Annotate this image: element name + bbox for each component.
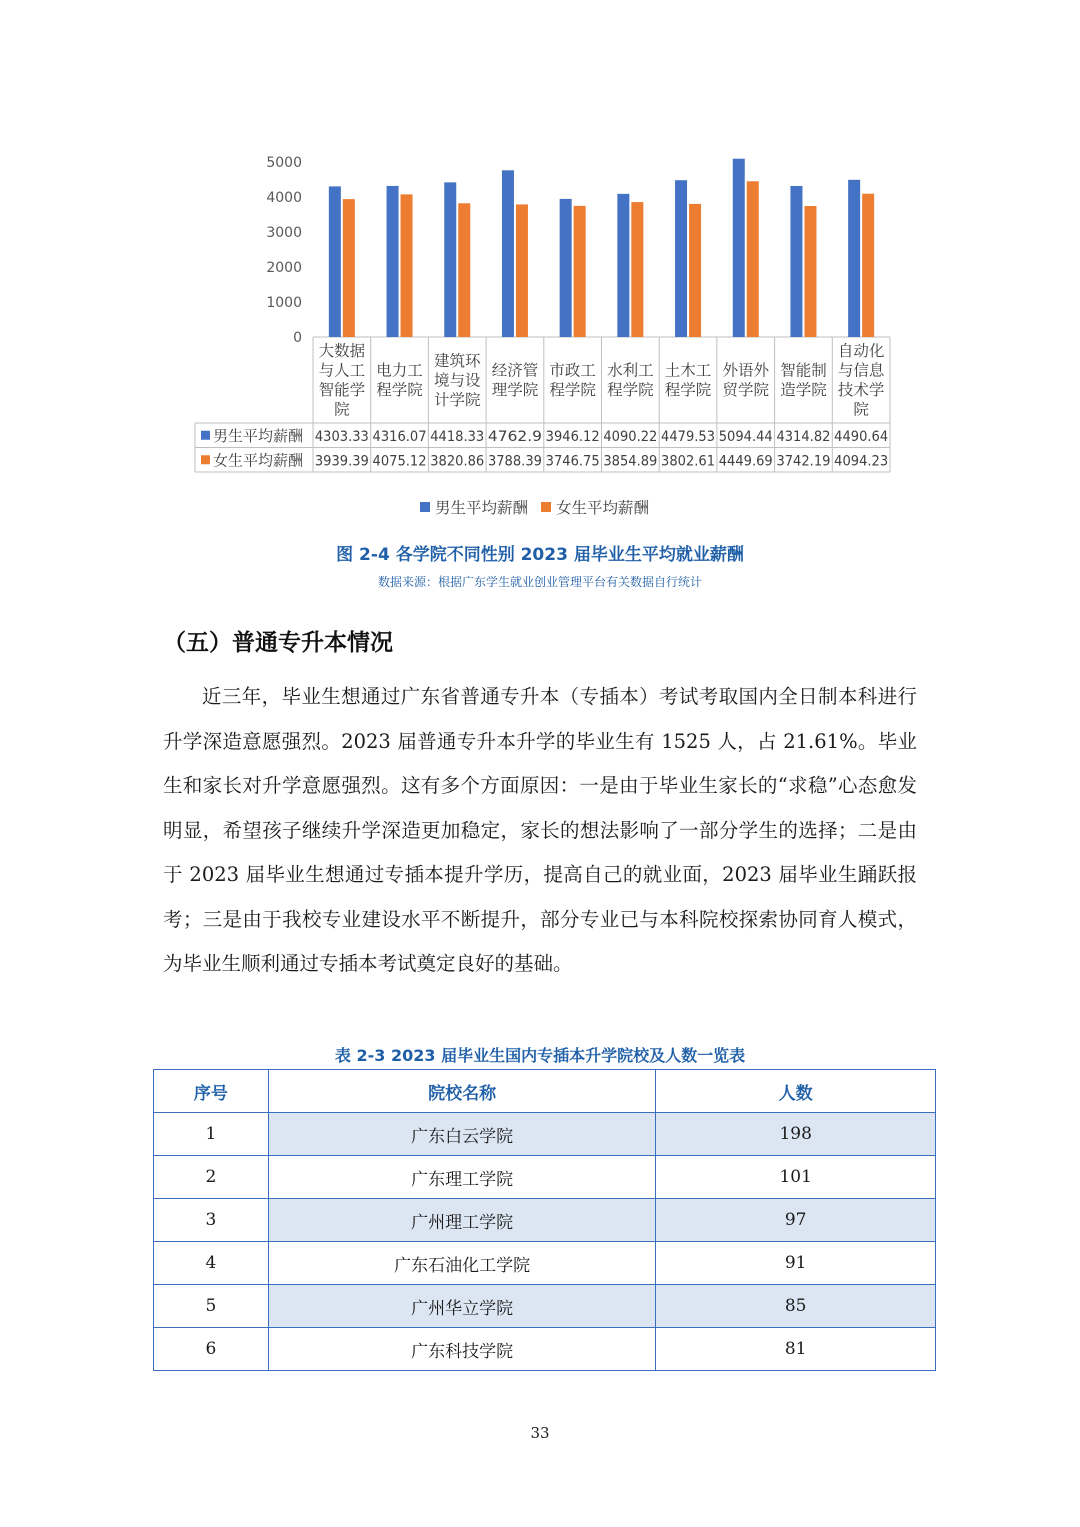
header-index: 序号 [154, 1070, 269, 1113]
y-tick-label: 0 [293, 330, 302, 346]
data-label: 3939.39 [314, 453, 369, 470]
bar-female [574, 206, 586, 337]
series-row-label: 男生平均薪酬 [213, 426, 304, 445]
figure-caption: 图 2-4 各学院不同性别 2023 届毕业生平均就业薪酬 [336, 545, 744, 565]
data-label: 4314.82 [776, 428, 831, 445]
bar-male [560, 199, 572, 337]
y-axis-labels [266, 155, 302, 346]
bars [329, 159, 874, 337]
bar-male [617, 194, 629, 337]
bar-male [502, 170, 514, 337]
data-label: 4075.12 [372, 453, 427, 470]
chart-legend [420, 499, 649, 517]
table-row [154, 1199, 936, 1242]
category-label: 自动化 [837, 342, 885, 360]
cell-school: 广东科技学院 [268, 1328, 655, 1371]
cell-count: 81 [656, 1328, 936, 1371]
header-school: 院校名称 [268, 1070, 655, 1113]
salary-bar-chart [0, 0, 1080, 530]
data-label: 4762.9 [487, 428, 542, 445]
legend-label: 女生平均薪酬 [556, 499, 650, 517]
data-label: 4418.33 [430, 428, 485, 445]
category-label: 程学院 [664, 381, 712, 399]
data-label: 4094.23 [834, 453, 889, 470]
category-label: 院 [334, 400, 350, 419]
category-label: 程学院 [607, 381, 654, 399]
y-tick-label: 5000 [266, 155, 302, 171]
category-label: 贸学院 [722, 381, 770, 399]
cell-school: 广州华立学院 [268, 1285, 655, 1328]
category-label: 智能学 [318, 381, 366, 399]
y-tick-label: 3000 [266, 225, 302, 241]
category-label: 与信息 [837, 361, 885, 380]
bar-female [516, 204, 528, 337]
category-label: 市政工 [549, 361, 596, 380]
bar-male [387, 186, 399, 337]
category-label: 与人工 [318, 361, 366, 380]
cell-school: 广东理工学院 [268, 1156, 655, 1199]
bar-female [747, 181, 759, 337]
bar-female [804, 206, 816, 337]
table-row [154, 1113, 936, 1156]
data-label: 3820.86 [430, 453, 485, 470]
bar-male [733, 159, 745, 337]
chart-data-table [195, 423, 890, 472]
section-heading: （五）普通专升本情况 [163, 630, 393, 656]
cell-school: 广东石油化工学院 [268, 1242, 655, 1285]
legend-swatch-male [420, 502, 430, 512]
body-paragraph: 近三年，毕业生想通过广东省普通专升本（专插本）考试考取国内全日制本科进行升学深造意愿强烈。2023 届普通专升本升学的毕业生有 1525 人，占 21.61%。毕业生和家长对升学意愿强烈。这有多个方面原因：一是由于毕业生家长的“求稳”心态愈发明显，希望孩子继续升学深造更加稳定，家长的想法影响了一部分学生的选择；二是由于 2023 届毕业生想通过专插本提升学历，提高自己的就业面，2023 届毕业生踊跃报考；三是由于我校专业建设水平不断提升，部分专业已与本科院校探索协同育人模式，为毕业生顺利通过专插本考试奠定良好的基础。 [163, 685, 917, 975]
category-label: 计学院 [433, 390, 481, 409]
data-label: 3802.61 [661, 453, 716, 470]
page-number: 33 [530, 1424, 550, 1442]
bar-male [790, 186, 802, 337]
cell-count: 97 [656, 1199, 936, 1242]
category-label: 程学院 [549, 381, 596, 399]
legend-swatch-female [541, 502, 551, 512]
bar-female [458, 203, 470, 337]
legend-key-female [201, 455, 210, 464]
bar-male [444, 182, 456, 337]
category-label: 经济管 [491, 361, 539, 380]
category-label: 智能制 [780, 361, 827, 380]
figure-source: 数据来源：根据广东学生就业创业管理平台有关数据自行统计 [377, 575, 702, 589]
category-label: 技术学 [837, 381, 885, 399]
admission-table [153, 1069, 936, 1371]
cell-school: 广东白云学院 [268, 1113, 655, 1156]
data-label: 3788.39 [487, 453, 542, 470]
category-label: 院 [853, 400, 869, 419]
cell-school: 广州理工学院 [268, 1199, 655, 1242]
bar-female [401, 194, 413, 337]
table-row [154, 1242, 936, 1285]
series-row-label: 女生平均薪酬 [213, 451, 304, 470]
category-label: 造学院 [780, 381, 827, 399]
cell-count: 198 [656, 1113, 936, 1156]
table-row [154, 1285, 936, 1328]
category-label: 程学院 [376, 381, 423, 399]
y-tick-label: 2000 [266, 260, 302, 276]
data-label: 4316.07 [372, 428, 427, 445]
cell-index: 2 [154, 1156, 269, 1199]
cell-count: 91 [656, 1242, 936, 1285]
data-label: 4449.69 [718, 453, 773, 470]
cell-index: 3 [154, 1199, 269, 1242]
category-label: 电力工 [376, 361, 423, 380]
data-label: 3742.19 [776, 453, 831, 470]
cell-count: 85 [656, 1285, 936, 1328]
bar-male [848, 180, 860, 337]
data-label: 4090.22 [603, 428, 658, 445]
category-label: 水利工 [607, 361, 654, 380]
cell-index: 5 [154, 1285, 269, 1328]
bar-female [631, 202, 643, 337]
data-label: 3946.12 [545, 428, 600, 445]
cell-index: 1 [154, 1113, 269, 1156]
table-header-row [154, 1070, 936, 1113]
y-tick-label: 1000 [266, 295, 302, 311]
y-tick-label: 4000 [266, 190, 302, 206]
category-label: 土木工 [664, 361, 712, 380]
data-label: 3854.89 [603, 453, 658, 470]
cell-index: 6 [154, 1328, 269, 1371]
category-grid [313, 337, 890, 472]
category-label: 大数据 [318, 342, 366, 360]
cell-count: 101 [656, 1156, 936, 1199]
category-label: 境与设 [433, 371, 481, 390]
table-row [154, 1156, 936, 1199]
cell-index: 4 [154, 1242, 269, 1285]
bar-female [343, 199, 355, 337]
data-label: 4479.53 [661, 428, 716, 445]
table-caption: 表 2-3 2023 届毕业生国内专插本升学院校及人数一览表 [334, 1046, 746, 1065]
bar-male [329, 186, 341, 337]
data-label: 5094.44 [718, 428, 773, 445]
category-label: 建筑环 [433, 351, 481, 370]
category-label: 外语外 [722, 361, 770, 380]
category-label: 理学院 [491, 381, 539, 399]
legend-label: 男生平均薪酬 [435, 499, 529, 517]
bar-male [675, 180, 687, 337]
bar-female [862, 194, 874, 337]
bar-female [689, 204, 701, 337]
legend-key-male [201, 431, 210, 440]
data-label: 4303.33 [314, 428, 369, 445]
data-label: 3746.75 [545, 453, 600, 470]
table-row [154, 1328, 936, 1371]
header-count: 人数 [656, 1070, 936, 1113]
data-label: 4490.64 [834, 428, 889, 445]
